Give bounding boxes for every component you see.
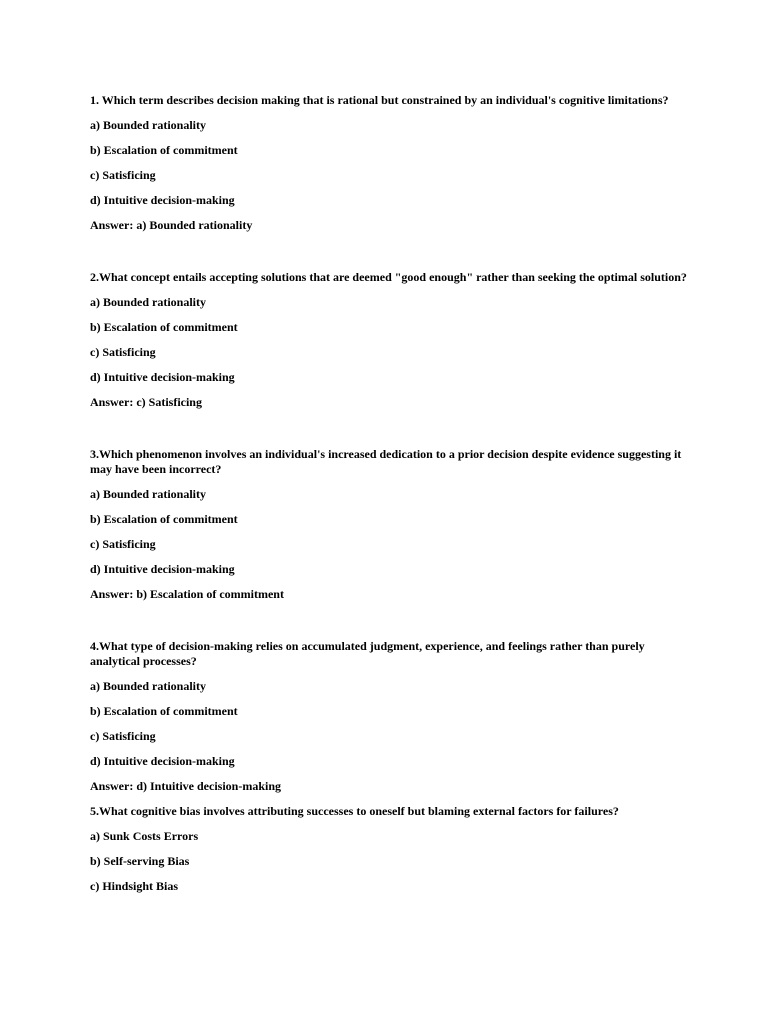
option-d: d) Intuitive decision-making [90, 193, 235, 207]
question-text: 1. Which term describes decision making that is rational but constrained by an individual's cognitive limitations? [90, 93, 669, 107]
question-2 [90, 270, 690, 410]
answer-text: Answer: a) Bounded rationality [90, 218, 253, 232]
option-c: c) Satisficing [90, 168, 156, 182]
document-page [90, 93, 690, 904]
question-3 [90, 447, 690, 602]
question-spacer [90, 612, 690, 639]
option-a: a) Sunk Costs Errors [90, 829, 199, 843]
option-c: c) Satisficing [90, 537, 156, 551]
option-b: b) Escalation of commitment [90, 143, 238, 157]
question-spacer [90, 243, 690, 270]
option-a: a) Bounded rationality [90, 487, 207, 501]
option-d: d) Intuitive decision-making [90, 754, 235, 768]
question-1 [90, 93, 690, 233]
option-d: d) Intuitive decision-making [90, 562, 235, 576]
answer-text: Answer: b) Escalation of commitment [90, 587, 284, 601]
question-text: 2.What concept entails accepting solutions that are deemed "good enough" rather than seeking the optimal solution? [90, 270, 687, 284]
question-text: 3.Which phenomenon involves an individual's increased dedication to a prior decision despite evidence suggesting it may have been incorrect? [90, 447, 682, 476]
option-c: c) Satisficing [90, 729, 156, 743]
option-c: c) Satisficing [90, 345, 156, 359]
question-text: 5.What cognitive bias involves attributing successes to oneself but blaming external factors for failures? [90, 804, 619, 818]
option-b: b) Self-serving Bias [90, 854, 190, 868]
answer-text: Answer: c) Satisficing [90, 395, 202, 409]
option-a: a) Bounded rationality [90, 679, 207, 693]
option-c: c) Hindsight Bias [90, 879, 179, 893]
option-b: b) Escalation of commitment [90, 512, 238, 526]
option-b: b) Escalation of commitment [90, 320, 238, 334]
question-4 [90, 639, 690, 794]
option-d: d) Intuitive decision-making [90, 370, 235, 384]
answer-text: Answer: d) Intuitive decision-making [90, 779, 282, 793]
option-a: a) Bounded rationality [90, 118, 207, 132]
question-5 [90, 804, 690, 894]
question-text: 4.What type of decision-making relies on accumulated judgment, experience, and feelings rather than purely analytical processes? [90, 639, 645, 668]
option-a: a) Bounded rationality [90, 295, 207, 309]
option-b: b) Escalation of commitment [90, 704, 238, 718]
question-spacer [90, 420, 690, 447]
